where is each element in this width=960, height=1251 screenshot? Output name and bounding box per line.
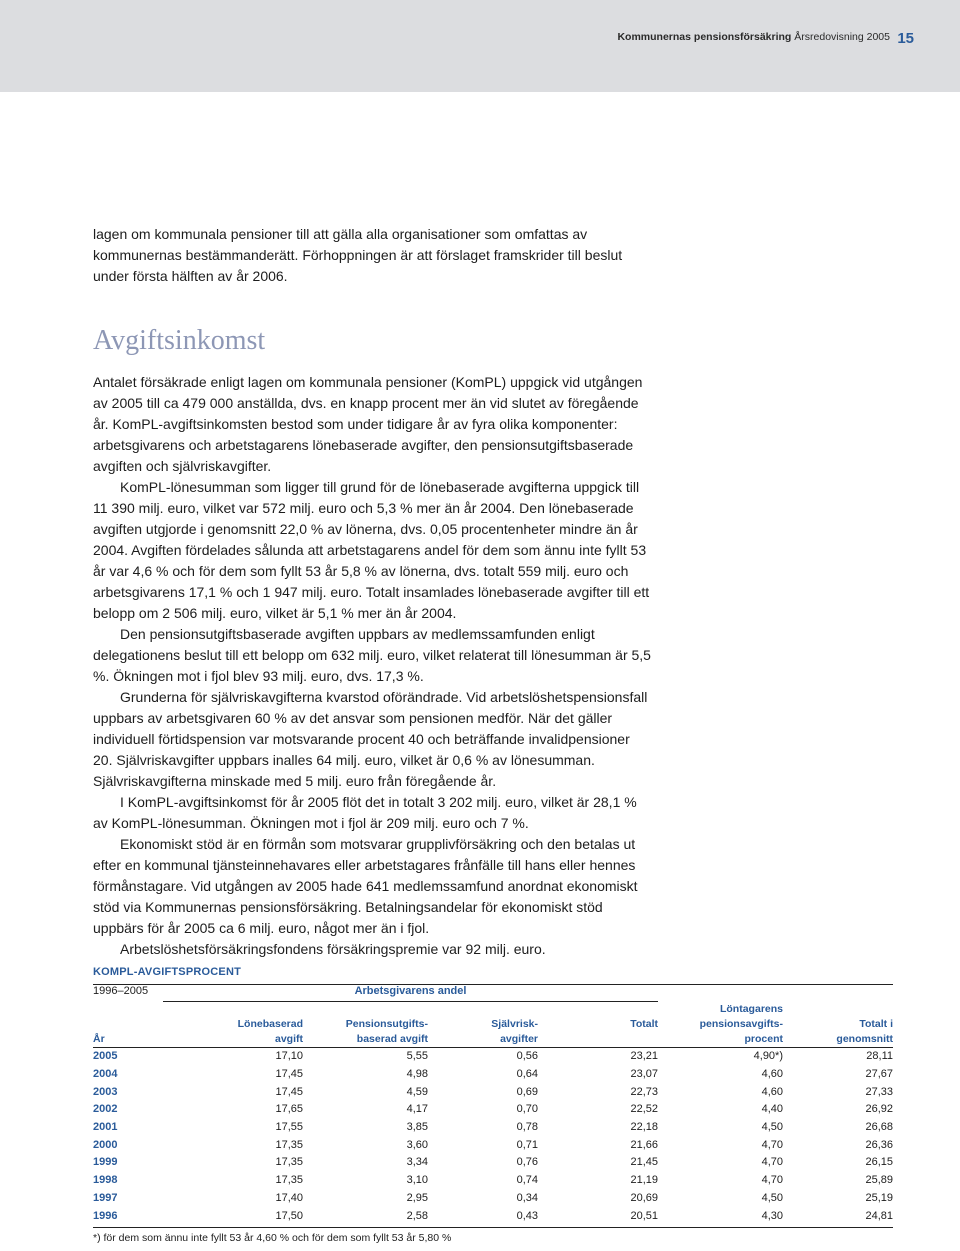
footnote-divider: [93, 1227, 893, 1228]
table-cell: 17,50: [275, 1209, 303, 1222]
table-cell: 21,66: [630, 1138, 658, 1151]
table-cell: 4,40: [761, 1103, 783, 1116]
row-year: 1998: [93, 1174, 118, 1187]
running-head-subtitle: Årsredovisning 2005: [794, 31, 890, 43]
row-year: 2004: [93, 1068, 118, 1081]
table-cell: 26,15: [865, 1156, 893, 1169]
table-cell: 23,21: [630, 1050, 658, 1063]
paragraph: Ekonomiskt stöd är en förmån som motsvarar grupplivförsäkring och den betalas ut efter en kommunal tjänsteinnehavares eller arbetstagares frånfälle till hans eller hennes förmånstagare. Vid utgången av 2005 hade 641 medlemssamfund anordnat ekonomiskt stöd via Kommunernas pensionsförsäkring. Betalningsandelar för ekonomiskt stöd uppbärs för år 2005 ca 6 milj. euro, något mer än i fjol.: [93, 836, 638, 936]
row-year: 2002: [93, 1103, 118, 1116]
table-cell: 22,73: [630, 1085, 658, 1098]
table-cell: 25,89: [865, 1174, 893, 1187]
table-cell: 25,19: [865, 1191, 893, 1204]
table-cell: 0,71: [516, 1138, 538, 1151]
table-cell: 27,33: [865, 1085, 893, 1098]
table-cell: 26,36: [865, 1138, 893, 1151]
table-row: [93, 1047, 893, 1065]
table-cell: 0,74: [516, 1174, 538, 1187]
table-cell: 17,40: [275, 1191, 303, 1204]
table-cell: 27,67: [865, 1068, 893, 1081]
table-cell: 23,07: [630, 1068, 658, 1081]
table-cell: 0,43: [516, 1209, 538, 1222]
table-cell: 2,95: [406, 1191, 428, 1204]
table-row: [93, 1101, 893, 1119]
col-header-total: Totalt: [630, 1017, 658, 1030]
table-cell: 0,69: [516, 1085, 538, 1098]
row-year: 2001: [93, 1121, 118, 1134]
table-cell: 4,59: [406, 1085, 428, 1098]
table-cell: 22,52: [630, 1103, 658, 1116]
table-cell: 4,98: [406, 1068, 428, 1081]
col-header-year: År: [93, 1032, 105, 1045]
table-cell: 0,64: [516, 1068, 538, 1081]
table-cell: 24,81: [865, 1209, 893, 1222]
row-year: 2005: [93, 1050, 118, 1063]
table-cell: 21,19: [630, 1174, 658, 1187]
table-row: [93, 1171, 893, 1189]
table-row: [93, 1065, 893, 1083]
paragraph: Arbetslöshetsförsäkringsfondens försäkringspremie var 92 milj. euro.: [120, 941, 546, 957]
table-cell: 5,55: [406, 1050, 428, 1063]
table-row: [93, 1154, 893, 1172]
paragraph: Antalet försäkrade enligt lagen om kommunala pensioner (KomPL) uppgick vid utgången av 2005 till ca 479 000 anställda, dvs. en knapp procent mer än vid slutet av föregående år. KomPL-avgiftsinkomsten bestod som under tidigare år av fyra olika komponenter: arbetsgivarens och arbetstagarens lönebaserade avgifter, den pensionsutgiftsbaserade avgiften och självriskavgifter.: [93, 374, 643, 474]
table-cell: 4,70: [761, 1138, 783, 1151]
table-cell: 3,85: [406, 1121, 428, 1134]
row-year: 2000: [93, 1138, 118, 1151]
table-cell: 0,70: [516, 1103, 538, 1116]
table-footnote: *) för dem som ännu inte fyllt 53 år 4,60 % och för dem som fyllt 53 år 5,80 %: [93, 1232, 452, 1244]
table-cell: 4,70: [761, 1156, 783, 1169]
table-row: [93, 1136, 893, 1154]
table-cell: 4,50: [761, 1191, 783, 1204]
table-cell: 2,58: [406, 1209, 428, 1222]
table-row: [93, 1083, 893, 1101]
table-row: [93, 1207, 893, 1225]
fee-table-section: [93, 966, 893, 1224]
table-cell: 3,34: [406, 1156, 428, 1169]
table-cell: 3,60: [406, 1138, 428, 1151]
table-cell: 28,11: [866, 1050, 893, 1063]
table-row: [93, 1118, 893, 1136]
table-cell: 17,10: [275, 1050, 303, 1063]
paragraph: I KomPL-avgiftsinkomst för år 2005 flöt det in totalt 3 202 milj. euro, vilket är 28,1 % av KomPL-lönesumman. Ökningen mot i fjol är 209 milj. euro och 7 %.: [93, 794, 637, 831]
intro-paragraph: lagen om kommunala pensioner till att gälla alla organisationer som omfattas av kommunernas bestämmanderätt. Förhoppningen är att förslaget framskrider till beslut under första hälften av år 2006.: [93, 226, 623, 284]
table-cell: 4,60: [761, 1085, 783, 1098]
table-cell: 17,35: [275, 1174, 303, 1187]
table-cell: 20,51: [630, 1209, 658, 1222]
table-cell: 4,70: [761, 1174, 783, 1187]
page-number: 15: [897, 30, 914, 47]
table-cell: 17,55: [275, 1121, 303, 1134]
table-cell: 26,92: [865, 1103, 893, 1116]
row-year: 1999: [93, 1156, 118, 1169]
table-cell: 4,60: [761, 1068, 783, 1081]
group-header: Arbetsgivarens andel: [163, 985, 658, 1002]
row-year: 2003: [93, 1085, 118, 1098]
paragraph: KomPL-lönesumman som ligger till grund för de lönebaserade avgifterna uppgick till 11 390 milj. euro, vilket var 572 milj. euro och 5,3 % mer än år 2004. Den lönebaserade avgiften utgjorde i genomsnitt 22,0 % av lönerna, dvs. 0,05 procentenheter mindre än år 2004. Avgiften fördelades sålunda att arbetstagarens andel för dem som ännu inte fyllt 53 år var 4,6 % och för dem som fyllt 53 år 5,8 % av lönerna, dvs. totalt 559 milj. euro och arbetsgivarens 17,1 % och 1 947 milj. euro. Totalt insamlades lönebaserade avgifter till ett belopp om 2 506 milj. euro, vilket är 5,1 % mer än år 2004.: [93, 479, 650, 621]
table-cell: 20,69: [630, 1191, 658, 1204]
table-cell: 17,45: [275, 1085, 303, 1098]
table-body: [93, 1047, 893, 1224]
table-cell: 26,68: [865, 1121, 893, 1134]
table-period: 1996–2005: [93, 985, 149, 997]
table-cell: 17,65: [275, 1103, 303, 1116]
paragraph: Den pensionsutgiftsbaserade avgiften uppbars av medlemssamfunden enligt delegationens beslut till ett belopp om 632 milj. euro, vilket relaterat till lönesumman är 5,5 %. Ökningen mot i fjol blev 93 milj. euro, dvs. 17,3 %.: [93, 626, 651, 684]
col-header-employee-percent: Löntagarens pensionsavgifts- procent: [699, 1002, 783, 1045]
row-year: 1996: [93, 1209, 118, 1222]
table-cell: 4,30: [761, 1209, 783, 1222]
table-cell: 0,78: [516, 1121, 538, 1134]
paragraph: Grunderna för självriskavgifterna kvarstod oförändrade. Vid arbetslöshetspensionsfall uppbars av arbetsgivaren 60 % av det ansvar som pensionen medför. När det gäller individuell förtidspension var motsvarande procent 40 och beträffande invalidpensioner 20. Självriskavgifter uppbars inalles 64 milj. euro, vilket är 0,6 % av lönesumman. Självriskavgifterna minskade med 5 milj. euro från föregående år.: [93, 689, 648, 789]
running-head-title: Kommunernas pensionsförsäkring: [617, 31, 792, 43]
fee-percentage-table: [93, 984, 893, 1224]
table-cell: 22,18: [630, 1121, 658, 1134]
table-cell: 4,17: [406, 1103, 428, 1116]
table-row: [93, 1189, 893, 1207]
table-cell: 21,45: [630, 1156, 658, 1169]
col-header-pension-expenditure: Pensionsutgifts- baserad avgift: [345, 1017, 428, 1045]
body-text: [93, 224, 653, 960]
table-cell: 3,10: [406, 1174, 428, 1187]
section-heading: Avgiftsinkomst: [93, 325, 266, 356]
table-cell: 4,50: [761, 1121, 783, 1134]
table-cell: 0,56: [516, 1050, 538, 1063]
table-cell: 0,34: [516, 1191, 538, 1204]
page-header-band: [0, 0, 960, 92]
row-year: 1997: [93, 1191, 118, 1204]
running-head: [617, 31, 890, 43]
table-cell: 17,35: [275, 1138, 303, 1151]
col-header-total-average: Totalt i genomsnitt: [836, 1017, 893, 1045]
table-title: KOMPL-AVGIFTSPROCENT: [93, 966, 242, 978]
table-cell: 4,90*): [753, 1050, 783, 1063]
table-cell: 17,45: [275, 1068, 303, 1081]
table-cell: 17,35: [275, 1156, 303, 1169]
col-header-salary-based: Lönebaserad avgift: [237, 1017, 303, 1045]
col-header-self-risk: Självrisk- avgifter: [491, 1017, 538, 1045]
table-cell: 0,76: [516, 1156, 538, 1169]
